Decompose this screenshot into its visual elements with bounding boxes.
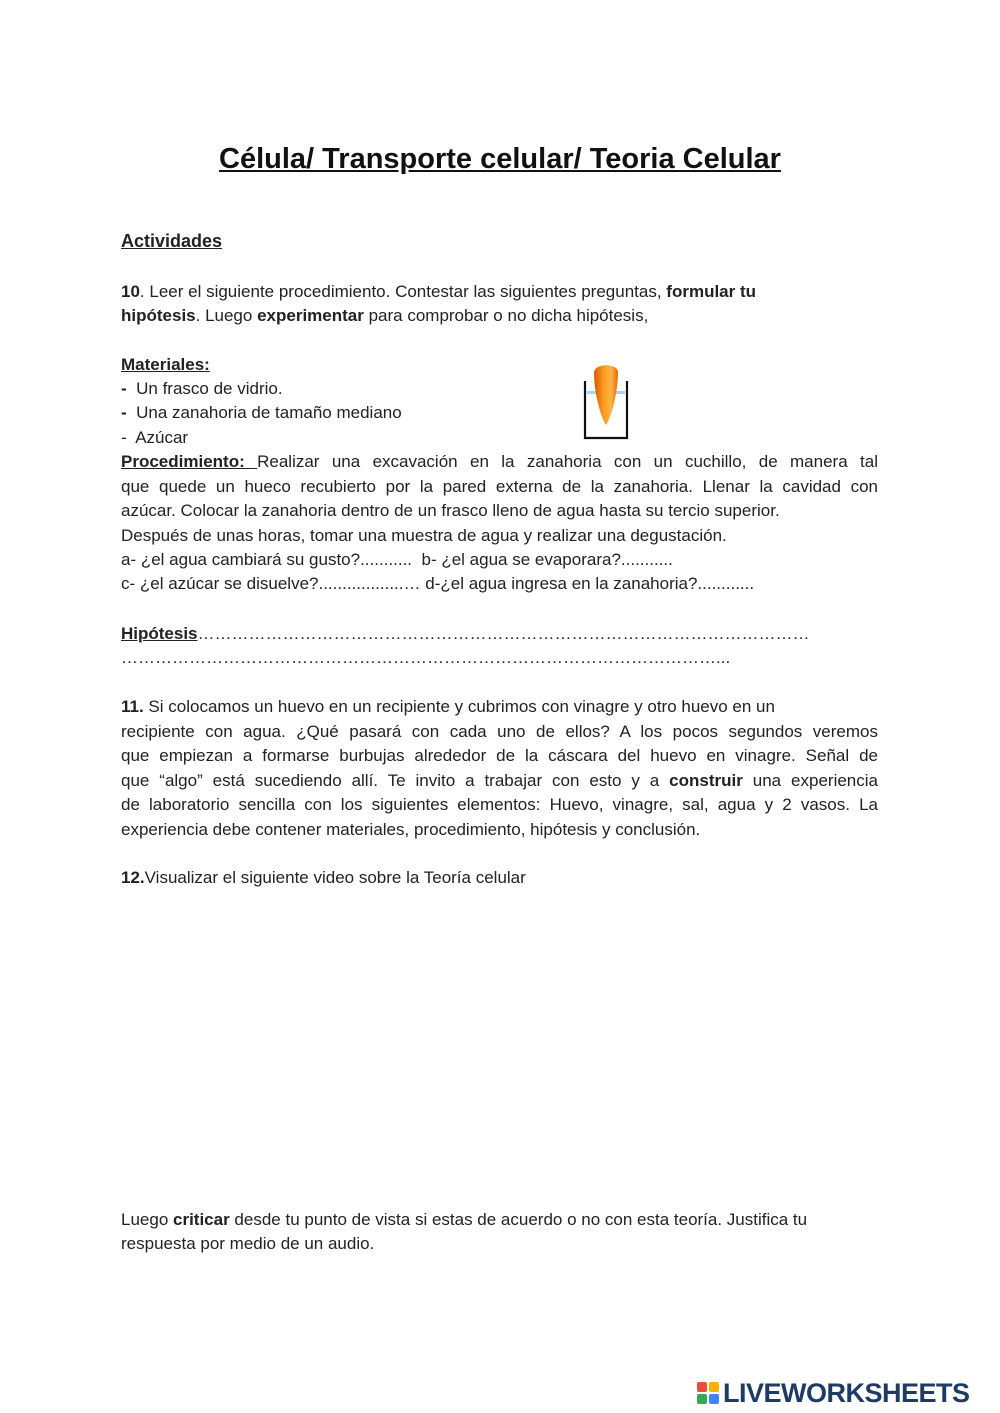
q12-line bbox=[121, 866, 526, 890]
question-a: a- ¿el agua cambiará su gusto?........... bbox=[121, 550, 413, 569]
q11-block bbox=[121, 695, 878, 842]
procedure-line4: Después de unas horas, tomar una muestra de agua y realizar una degustación. bbox=[121, 525, 727, 545]
question-b: b- ¿el agua se evaporara?........... bbox=[421, 550, 673, 569]
closing-line2: respuesta por medio de un audio. bbox=[121, 1234, 375, 1253]
q10-line1 bbox=[121, 280, 756, 304]
carrot-icon bbox=[594, 365, 618, 425]
q12-text: Visualizar el siguiente video sobre la Teoría celular bbox=[144, 868, 526, 887]
procedure-line3: azúcar. Colocar la zanahoria dentro de un frasco lleno de agua hasta su tercio superior. bbox=[121, 501, 780, 520]
questions-row2 bbox=[121, 572, 754, 596]
materials-item-text: Un frasco de vidrio. bbox=[136, 379, 283, 398]
q11-line5: de laboratorio sencilla con los siguientes elementos: Huevo, vinagre, sal, agua y 2 vasos. La bbox=[121, 795, 878, 814]
q12-number: 12. bbox=[121, 868, 145, 887]
materials-item bbox=[121, 401, 402, 425]
page-title: Célula/ Transporte celular/ Teoria Celular bbox=[219, 143, 781, 175]
closing-criticar: criticar bbox=[173, 1210, 230, 1229]
procedure-label: Procedimiento: bbox=[121, 452, 258, 471]
q11-text: que “algo” está sucediendo allí. Te invito a trabajar con esto y a bbox=[121, 770, 670, 790]
closing-text: Luego bbox=[121, 1210, 173, 1229]
hypothesis-line2: ……………………………………………………………………………………………... bbox=[121, 648, 731, 667]
q10-text-c: para comprobar o no dicha hipótesis, bbox=[363, 306, 649, 325]
materials-item bbox=[121, 377, 283, 401]
logo-mark-icon bbox=[697, 1382, 719, 1404]
q11-construir: construir bbox=[669, 770, 743, 790]
q11-line6: experiencia debe contener materiales, procedimiento, hipótesis y conclusión. bbox=[121, 819, 701, 839]
hypothesis-label: Hipótesis bbox=[121, 624, 198, 643]
question-c: c- ¿el azúcar se disuelve?..................… bbox=[121, 574, 421, 593]
q11-line1 bbox=[121, 695, 878, 720]
q11-text: Si colocamos un huevo en un recipiente y cubrimos con vinagre y otro huevo en un bbox=[143, 697, 775, 716]
q10-text-a: . Leer el siguiente procedimiento. Contestar las siguientes preguntas, bbox=[139, 282, 667, 301]
q10-hipotesis: hipótesis bbox=[121, 306, 196, 325]
materials-heading: Materiales: bbox=[121, 355, 210, 374]
bullet: - bbox=[121, 379, 127, 398]
question-d: d-¿el agua ingresa en la zanahoria?............ bbox=[425, 574, 755, 593]
materials-item-text: Una zanahoria de tamaño mediano bbox=[136, 403, 402, 422]
section-heading: Actividades bbox=[121, 231, 223, 251]
hypothesis-line1 bbox=[121, 622, 810, 646]
bullet: - bbox=[121, 428, 127, 447]
carrot-jar-illustration bbox=[580, 361, 632, 441]
questions-row1 bbox=[121, 548, 673, 572]
hypothesis-dots: ……………………………………………………………………………………………… bbox=[197, 624, 810, 643]
q10-experimentar: experimentar bbox=[257, 306, 364, 325]
q11-line4 bbox=[121, 769, 878, 794]
bullet: - bbox=[121, 403, 127, 422]
q10-number: 10 bbox=[121, 282, 140, 301]
q10-formular: formular tu bbox=[666, 282, 757, 301]
q10-text-b: . Luego bbox=[195, 306, 258, 325]
procedure-line2: que quede un hueco recubierto por la pared externa de la zanahoria. Llenar la cavidad con bbox=[121, 476, 878, 496]
q11-number: 11. bbox=[121, 697, 144, 716]
procedure-block bbox=[121, 450, 878, 548]
materials-item-text: Azúcar bbox=[135, 428, 189, 447]
procedure-text: Realizar una excavación en la zanahoria con un cuchillo, de manera tal bbox=[257, 452, 878, 471]
materials-item bbox=[121, 426, 188, 450]
q11-line3: que empiezan a formarse burbujas alrededor de la cáscara del huevo en vinagre. Señal de bbox=[121, 746, 878, 765]
logo-text: LIVEWORKSHEETS bbox=[723, 1377, 970, 1408]
closing-text: desde tu punto de vista si estas de acuerdo o no con esta teoría. Justifica tu bbox=[229, 1210, 808, 1229]
q11-text: una experiencia bbox=[742, 770, 878, 790]
q11-line2: recipiente con agua. ¿Qué pasará con cada uno de ellos? A los pocos segundos veremos bbox=[121, 721, 878, 741]
q10-line2 bbox=[121, 304, 648, 328]
liveworksheets-logo bbox=[697, 1378, 970, 1408]
closing-line1 bbox=[121, 1208, 807, 1232]
procedure-line1 bbox=[121, 450, 878, 475]
